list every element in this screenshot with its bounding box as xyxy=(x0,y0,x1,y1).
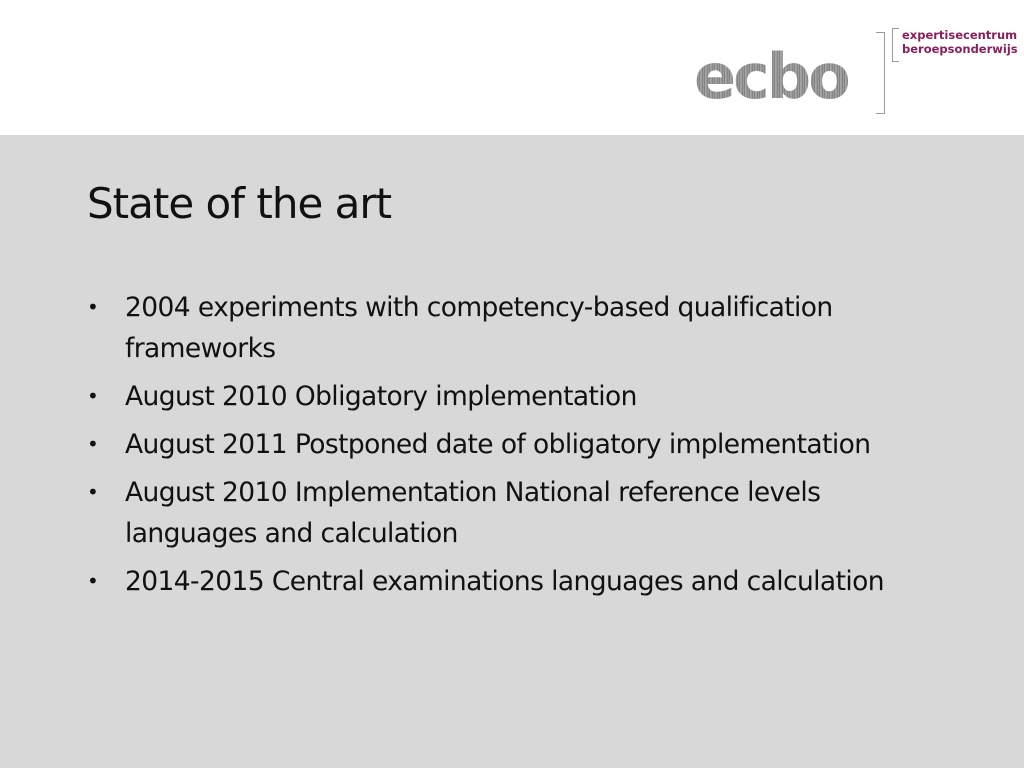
bullet-text: 2004 experiments with competency-based qualification frameworks xyxy=(125,292,833,364)
bullet-icon: • xyxy=(87,295,99,319)
slide-content xyxy=(0,135,1024,768)
logo-text-line1: expertisecentrum xyxy=(902,28,1018,42)
ecbo-logo xyxy=(690,28,1018,118)
bullet-item xyxy=(87,424,887,465)
logo-wordmark: ecbo xyxy=(694,40,848,113)
bullet-text: August 2010 Obligatory implementation xyxy=(125,381,637,412)
bullet-item xyxy=(87,376,887,417)
bullet-icon: • xyxy=(87,432,99,456)
bullet-icon: • xyxy=(87,384,99,408)
slide-title: State of the art xyxy=(87,179,392,228)
bullet-item xyxy=(87,561,887,602)
logo-bracket-icon xyxy=(876,32,885,114)
bullet-text: August 2011 Postponed date of obligatory implementation xyxy=(125,429,871,460)
logo-text-line2: beroepsonderwijs xyxy=(902,42,1018,56)
bullet-icon: • xyxy=(87,569,99,593)
bullet-text: August 2010 Implementation National reference levels languages and calculation xyxy=(125,477,821,549)
bullet-icon: • xyxy=(87,480,99,504)
bullet-item xyxy=(87,287,887,369)
bullet-text: 2014-2015 Central examinations languages and calculation xyxy=(125,566,884,597)
bullet-list xyxy=(87,287,887,609)
slide-header xyxy=(0,0,1024,135)
bullet-item xyxy=(87,472,887,554)
logo-bracket-small-icon xyxy=(892,28,899,62)
